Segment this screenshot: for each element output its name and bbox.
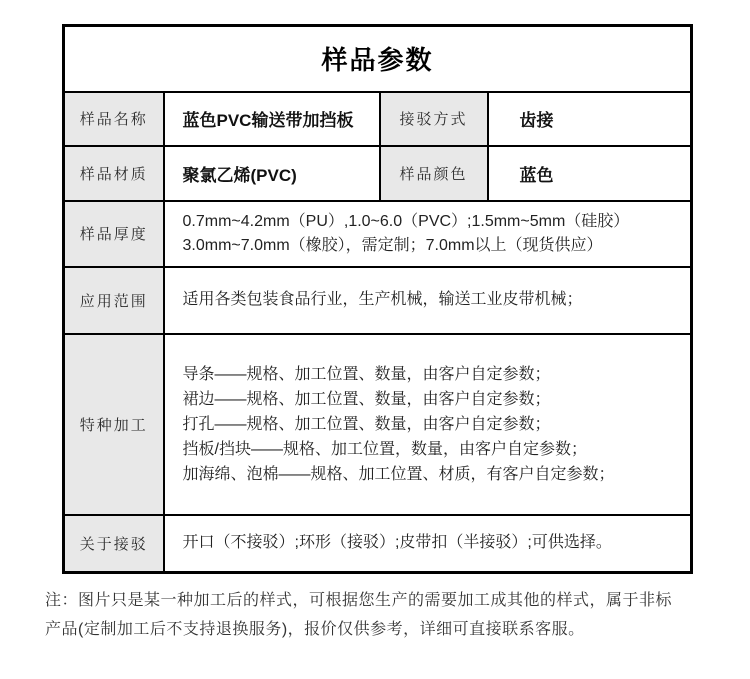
title-row xyxy=(64,26,692,92)
label-sample-name: 样品名称 xyxy=(64,92,164,146)
sample-parameters-table xyxy=(62,24,693,574)
value-sample-name: 蓝色PVC输送带加挡板 xyxy=(164,92,380,146)
table-row-application xyxy=(64,267,692,334)
value-special-processing xyxy=(164,334,692,515)
table-row-sample-name xyxy=(64,92,692,146)
label-application: 应用范围 xyxy=(64,267,164,334)
label-joint-method: 接驳方式 xyxy=(380,92,488,146)
table-row-joint xyxy=(64,515,692,573)
value-about-joint: 开口（不接驳）;环形（接驳）;皮带扣（半接驳）;可供选择。 xyxy=(164,515,692,573)
special-processing-line-3: 打孔——规格、加工位置、数量，由客户自定参数； xyxy=(182,415,551,433)
label-sample-color: 样品颜色 xyxy=(380,146,488,201)
footer-note-line-2: 产品(定制加工后不支持退换服务)，报价仅供参考，详细可直接联系客服。 xyxy=(45,621,585,638)
special-processing-line-1: 导条——规格、加工位置、数量，由客户自定参数； xyxy=(182,365,551,383)
footer-note-line-1: 注：图片只是某一种加工后的样式，可根据您生产的需要加工成其他的样式，属于非标 xyxy=(45,592,673,609)
special-processing-line-2: 裙边——规格、加工位置、数量，由客户自定参数； xyxy=(182,390,551,408)
special-processing-line-4: 挡板/挡块——规格、加工位置，数量，由客户自定参数； xyxy=(182,440,587,458)
table-row-sample-material xyxy=(64,146,692,201)
thickness-line-1: 0.7mm~4.2mm（PU）,1.0~6.0（PVC）;1.5mm~5mm（硅胶） xyxy=(182,212,630,230)
label-about-joint: 关于接驳 xyxy=(64,515,164,573)
table-title: 样品参数 xyxy=(64,26,692,92)
label-thickness: 样品厚度 xyxy=(64,201,164,267)
value-application: 适用各类包装食品行业，生产机械，输送工业皮带机械； xyxy=(164,267,692,334)
special-processing-line-5: 加海绵、泡棉——规格、加工位置、材质，有客户自定参数； xyxy=(182,465,615,483)
value-thickness xyxy=(164,201,692,267)
value-joint-method: 齿接 xyxy=(488,92,692,146)
thickness-line-2: 3.0mm~7.0mm（橡胶），需定制；7.0mm以上（现货供应） xyxy=(182,236,603,254)
table-row-special-processing xyxy=(64,334,692,515)
label-special-processing: 特种加工 xyxy=(64,334,164,515)
value-sample-material: 聚氯乙烯(PVC) xyxy=(164,146,380,201)
value-sample-color: 蓝色 xyxy=(488,146,692,201)
table-row-thickness xyxy=(64,201,692,267)
label-sample-material: 样品材质 xyxy=(64,146,164,201)
footer-note xyxy=(45,586,713,644)
